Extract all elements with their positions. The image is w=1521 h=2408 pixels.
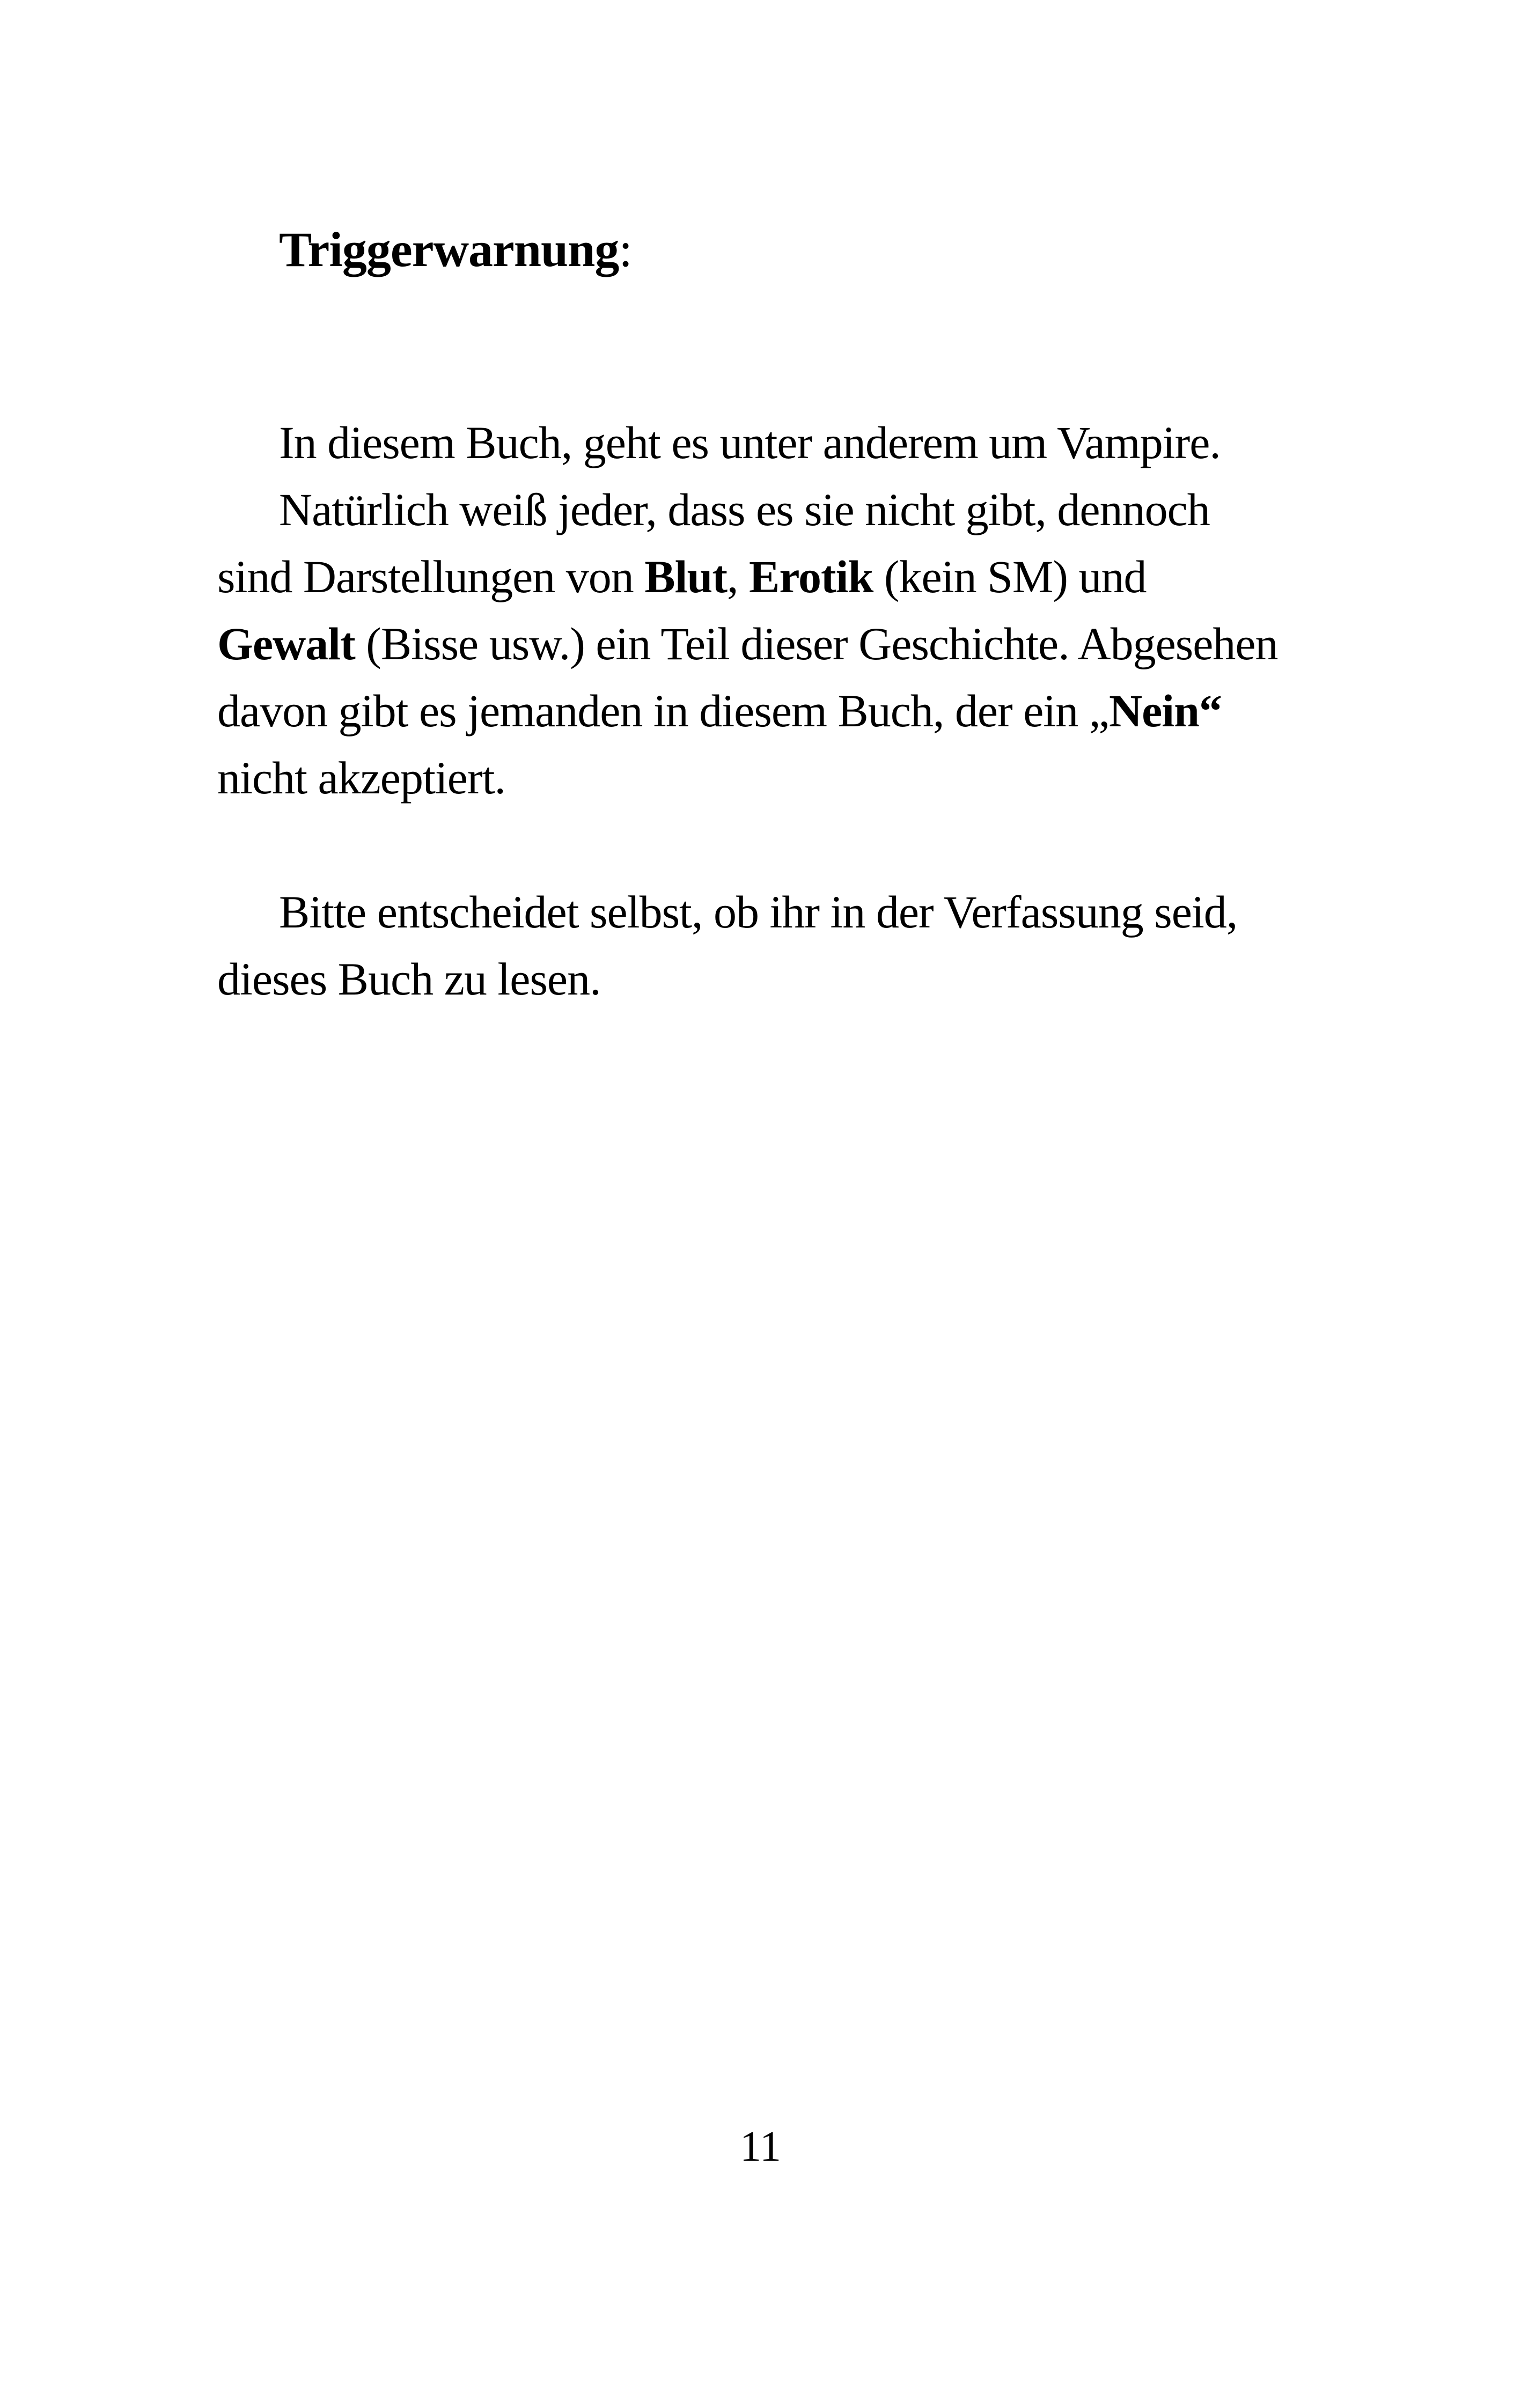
text-line — [217, 476, 1344, 543]
page-title — [279, 220, 632, 279]
bold-text-segment: Nein“ — [1108, 685, 1222, 737]
bold-text-segment: Erotik — [749, 551, 873, 602]
text-segment: Bitte entscheidet selbst, ob ihr in der Verfassung seid, — [279, 886, 1238, 938]
text-segment: nicht akzeptiert. — [217, 752, 505, 804]
text-segment: dieses Buch zu lesen. — [217, 953, 601, 1005]
paragraph — [217, 409, 1344, 476]
bold-text-segment: Gewalt — [217, 618, 355, 669]
text-segment: davon gibt es jemanden in diesem Buch, der ein „ — [217, 685, 1109, 737]
text-segment: Natürlich weiß jeder, dass es sie nicht gibt, dennoch — [279, 484, 1210, 535]
text-segment: , — [727, 551, 750, 602]
page-title-punctuation: : — [619, 222, 632, 277]
text-line — [217, 678, 1344, 745]
text-line — [217, 409, 1344, 476]
page-number: 11 — [739, 2123, 782, 2170]
body-text — [217, 409, 1344, 1013]
text-segment: (Bisse usw.) ein Teil dieser Geschichte. Abgesehen — [355, 618, 1278, 669]
text-segment: sind Darstellungen von — [217, 551, 645, 602]
paragraph — [217, 476, 1344, 812]
bold-text-segment: Blut — [644, 551, 728, 602]
page-title-text: Triggerwarnung — [279, 222, 619, 277]
paragraph — [217, 879, 1344, 1013]
text-line — [217, 879, 1344, 946]
text-line — [217, 543, 1344, 610]
text-line — [217, 946, 1344, 1013]
text-segment: (kein SM) und — [873, 551, 1147, 602]
text-line — [217, 745, 1344, 812]
text-segment: In diesem Buch, geht es unter anderem um Vampire. — [279, 417, 1221, 468]
text-line — [217, 610, 1344, 678]
